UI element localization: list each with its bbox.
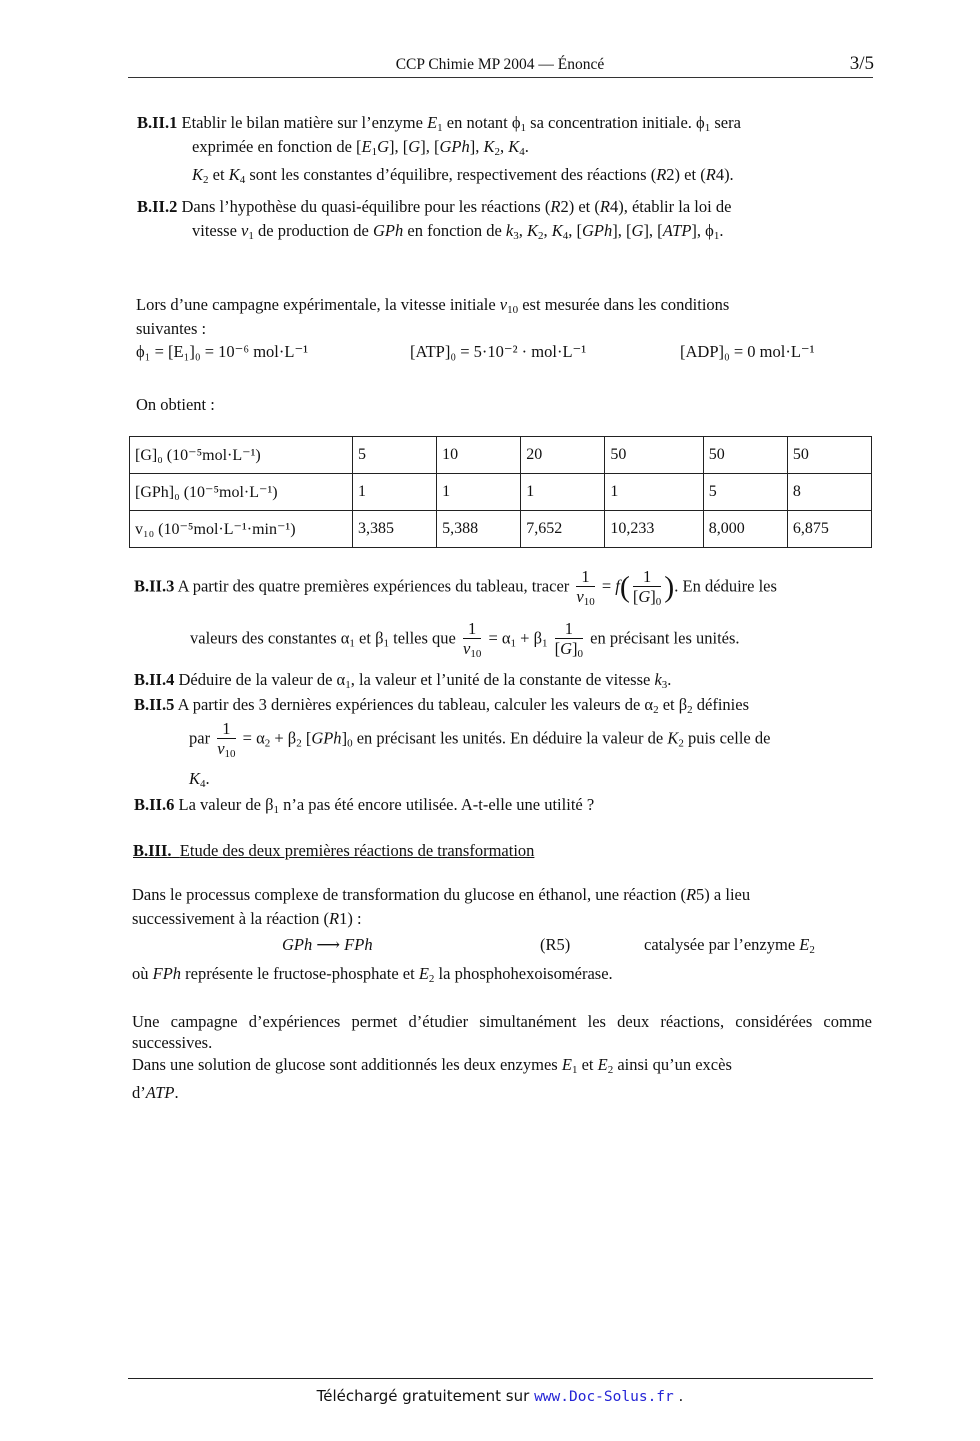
question-b2-2: B.II.2 Dans l’hypothèse du quasi-équilibre pour les réactions (R2) et (R4), établir la loi de vitesse $v_1$ de production de GPh en fonction de $k_3$, $K_2$, $K_4$, [GPh], [G], [ATP], $\phi_1$. [137,197,732,242]
arrow-icon: ⟶ [316,935,341,954]
reaction-equation: GPh ⟶ FPh [282,935,373,954]
table-cell: 1 [437,474,521,511]
table-cell: 1 [605,474,703,511]
experiment-table [129,436,872,548]
section-b3-paragraph-2: où FPh représente le fructose-phosphate et $E_2$ la phosphohexoisomérase. [132,964,613,985]
fraction: $\frac{1}{v_{10}}$ [576,567,595,608]
section-title-b3: B.III. Etude des deux premières réactions de transformation [133,841,535,860]
table-cell: 8 [787,474,871,511]
table-cell: 5 [353,437,437,474]
condition-adp: [ADP]₀ = 0 mol·L⁻¹ [680,342,815,361]
question-b2-3: B.II.3 A partir des quatre premières expériences du tableau, tracer $\frac{1}{v_{10}}$ = f( $\frac{1}{[G]_0}$ ). En déduire les [134,567,777,608]
header-divider [128,77,873,78]
table-row [130,437,872,474]
question-number: B.II.2 [137,197,178,216]
table-cell: 50 [605,437,703,474]
table-row [130,511,872,548]
table-cell: 1 [521,474,605,511]
table-cell: 20 [521,437,605,474]
question-b2-1: B.II.1 Etablir le bilan matière sur l’enzyme $E_1$ en notant $\phi_1$ sa concentration initiale. $\phi_1$ sera exprimée en fonction de $[E_1G]$, [G], [GPh], $K_2$, $K_4$. $K_2$ et $K_4$ sont les constantes d’équilibre, respectivement des réactions (R2) et (R4). [137,113,741,186]
reaction-label: (R5) [540,935,571,954]
table-row [130,474,872,511]
question-b2-5: B.II.5 A partir des 3 dernières expériences du tableau, calculer les valeurs de $\alpha_2$ et $\beta_2$ définies [134,695,750,716]
table-cell: 50 [787,437,871,474]
table-cell: 10 [437,437,521,474]
section-b3-paragraph-1: Dans le processus complexe de transformation du glucose en éthanol, une réaction (R5) a lieu successivement à la réaction (R1) : [132,885,751,928]
page-number: 3/5 [849,53,874,74]
table-cell: 6,875 [787,511,871,548]
table-cell: 1 [353,474,437,511]
row-header: [GPh]₀ (10⁻⁵mol·L⁻¹) [130,474,353,511]
question-b2-5-k4: $K_4$. [189,769,210,790]
question-b2-6: B.II.6 La valeur de $\beta_1$ n’a pas été encore utilisée. A-t-elle une utilité ? [134,795,595,816]
row-header: v₁₀ (10⁻⁵mol·L⁻¹·min⁻¹) [130,511,353,548]
experiment-intro: Lors d’une campagne expérimentale, la vitesse initiale $v_{10}$ est mesurée dans les conditions suivantes : [136,295,730,338]
question-b2-3-cont: valeurs des constantes $\alpha_1$ et $\beta_1$ telles que $\frac{1}{v_{10}}$ = $\alpha_1 + \beta_1$ $\frac{1}{[G]_0}$ en précisant les unités. [190,619,740,660]
table-cell: 5,388 [437,511,521,548]
reaction-catalyst: catalysée par l’enzyme $E_2$ [644,935,815,956]
table-cell: 7,652 [521,511,605,548]
table-cell: 5 [703,474,787,511]
question-number: B.II.4 [134,670,175,689]
question-number: B.II.3 [134,576,175,596]
table-cell: 50 [703,437,787,474]
question-number: B.II.5 [134,695,175,714]
footer: Téléchargé gratuitement sur www.Doc-Solus.fr . [316,1387,684,1405]
section-b3-paragraph-3: Une campagne d’expériences permet d’étudier simultanément les deux réactions, considérées comme successives. [132,1012,872,1052]
condition-phi: ϕ₁ = [E₁]₀ = 10⁻⁶ mol·L⁻¹ [136,342,309,361]
footer-text: Téléchargé gratuitement sur [316,1387,530,1405]
table-cell: 8,000 [703,511,787,548]
page-header-title: CCP Chimie MP 2004 — Énoncé [395,56,605,73]
question-number: B.II.6 [134,795,175,814]
doc-solus-link[interactable]: www.Doc-Solus.fr [534,1389,674,1405]
question-number: B.II.1 [137,113,178,132]
question-b2-5-cont: par $\frac{1}{v_{10}}$ = $\alpha_2 + \beta_2$ $[GPh]_0$ en précisant les unités. En déduire la valeur de $K_2$ puis celle de [189,719,771,760]
section-b3-paragraph-4: Dans une solution de glucose sont additionnés les deux enzymes $E_1$ et $E_2$ ainsi qu’un excès d’ATP. [132,1055,732,1102]
table-cell: 3,385 [353,511,437,548]
condition-atp: [ATP]₀ = 5·10⁻² · mol·L⁻¹ [410,342,587,361]
row-header: [G]₀ (10⁻⁵mol·L⁻¹) [130,437,353,474]
table-cell: 10,233 [605,511,703,548]
question-b2-4: B.II.4 Déduire de la valeur de $\alpha_1$, la valeur et l’unité de la constante de vitesse $k_3$. [134,670,672,691]
footer-divider [128,1378,873,1379]
obtained-label: On obtient : [136,395,215,414]
